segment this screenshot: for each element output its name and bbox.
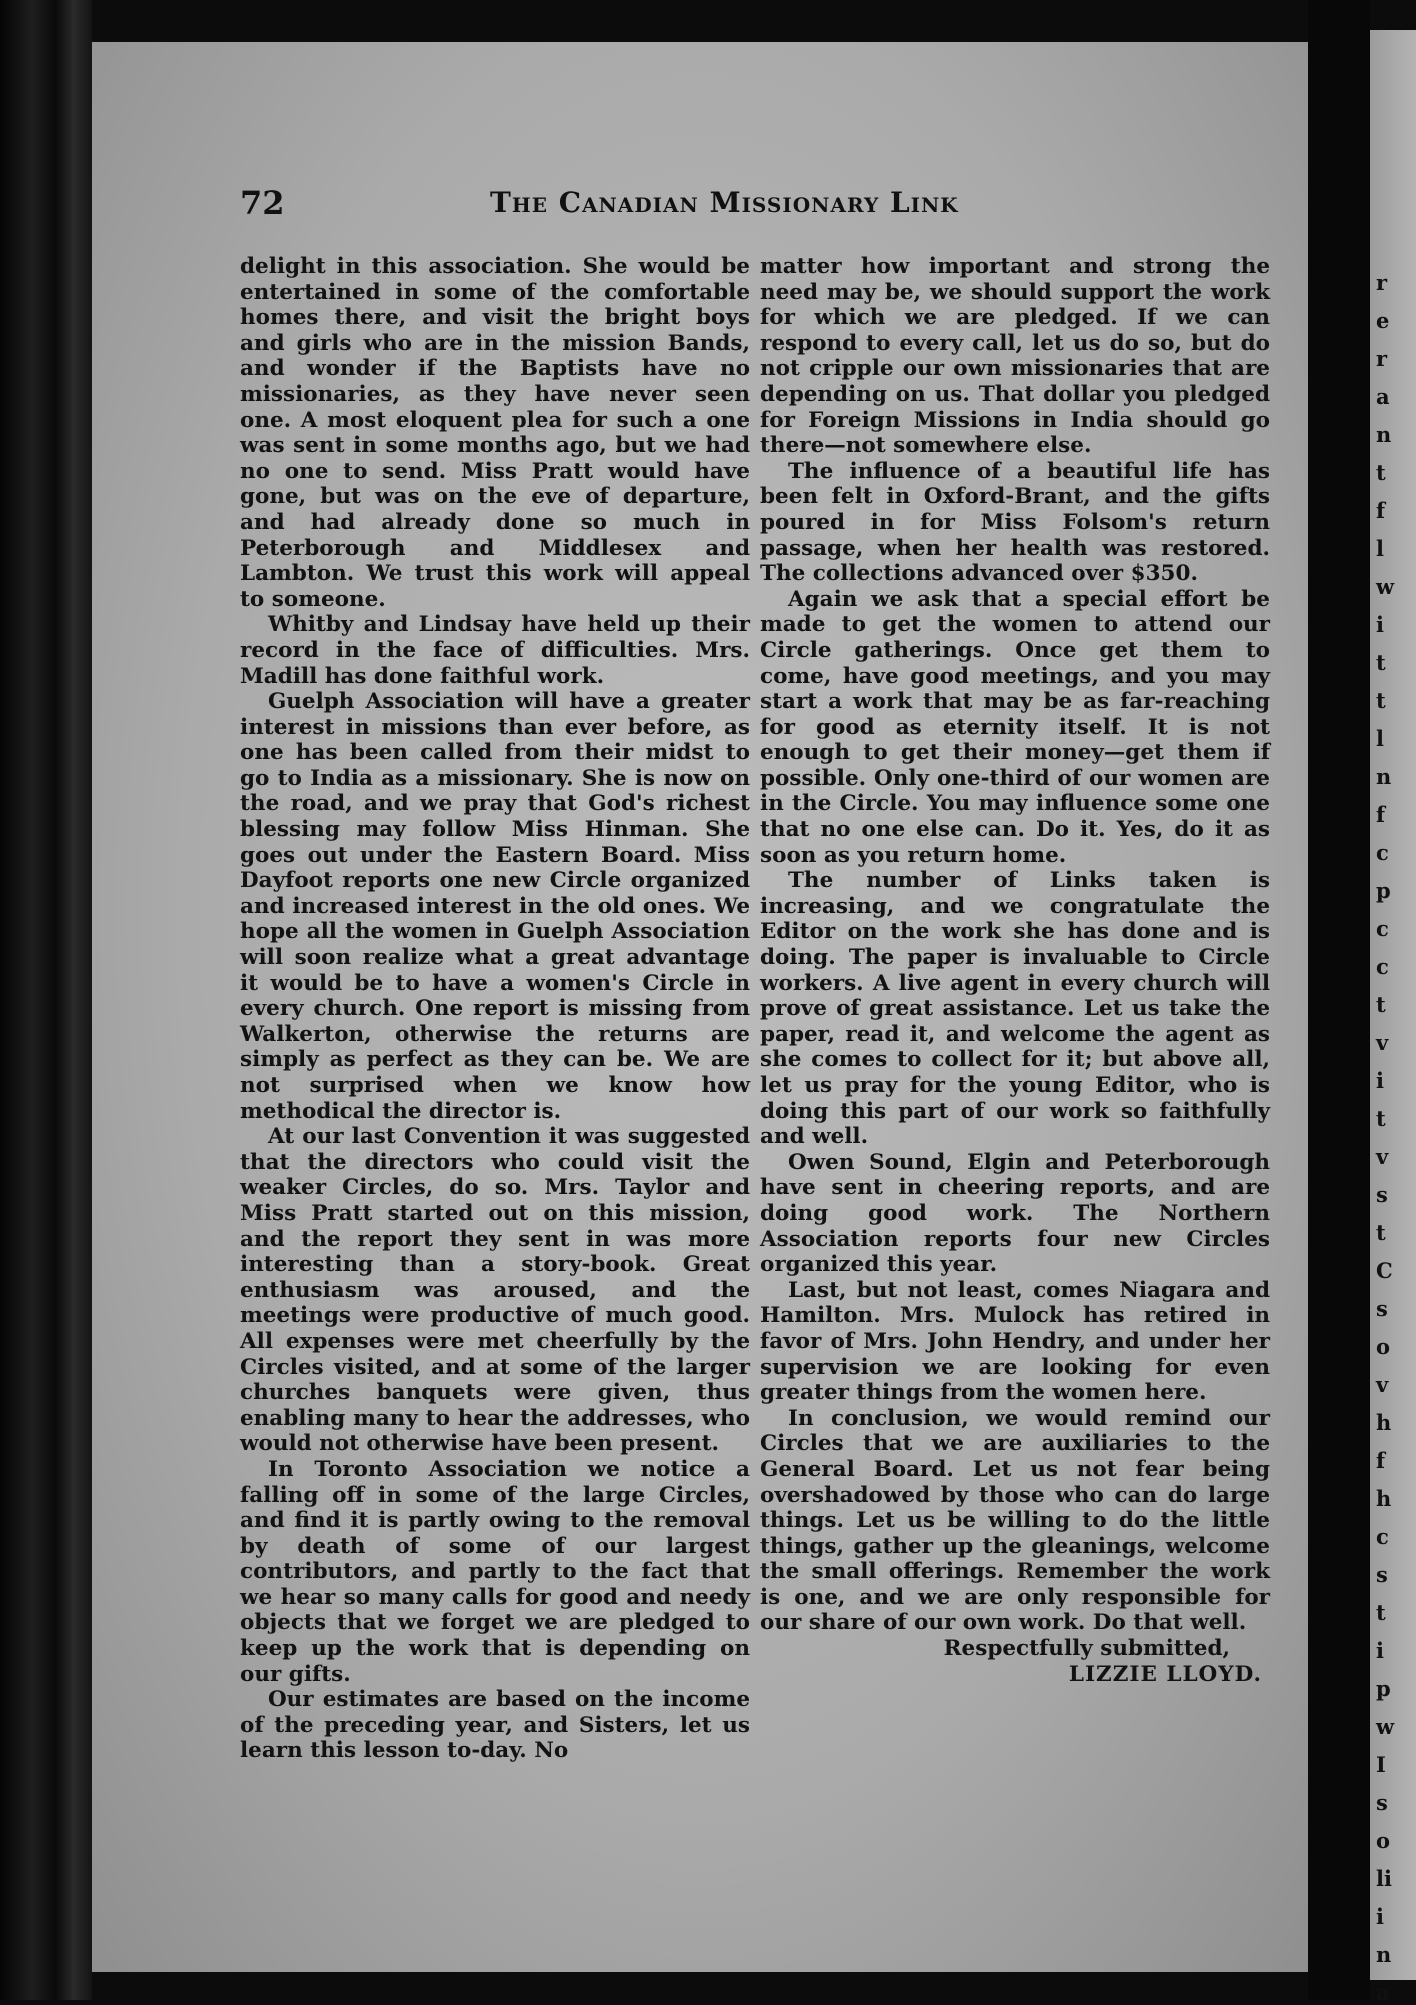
facing-page-fragment: c	[1376, 916, 1389, 941]
running-title: The Canadian Missionary Link	[490, 186, 959, 219]
facing-page-fragment: v	[1376, 1030, 1389, 1055]
facing-page-fragment: t	[1376, 688, 1386, 713]
paragraph: The number of Links taken is increasing, and we congratulate the Editor on the work she has done and is doing. The paper is invaluable to Circle workers. A live agent in every church will prove of great assistance. Let us take the paper, read it, and welcome the agent as she comes to collect for it; but above all, let us pray for the young Editor, who is doing this part of our work so faithfully and well.	[760, 868, 1270, 1150]
page-number: 72	[240, 184, 285, 222]
paragraph: At our last Convention it was suggested that the directors who could visit the weaker Circles, do so. Mrs. Taylor and Miss Pratt started out on this mission, and the report they sent in was more interesting than a story-book. Great enthusiasm was aroused, and the meetings were productive of much good. All expenses were met cheerfully by the Circles visited, and at some of the larger churches banquets were given, thus enabling many to hear the addresses, who would not otherwise have been present.	[240, 1124, 750, 1457]
facing-page-fragment: v	[1376, 1372, 1389, 1397]
facing-page-fragment: f	[1376, 498, 1386, 523]
facing-page-fragment: a	[1376, 1980, 1390, 2005]
facing-page-fragment: f	[1376, 1448, 1386, 1473]
closing-line: Respectfully submitted,	[943, 1636, 1230, 1662]
facing-page-fragment: li	[1376, 1866, 1392, 1891]
paragraph: matter how important and strong the need may be, we should support the work for which we are pledged. If we can respond to every call, let us do so, but do not cripple our own missionaries that are depending on us. That dollar you pledged for Foreign Missions in India should go there—not somewhere else.	[760, 254, 1270, 459]
facing-page-fragment: e	[1376, 308, 1390, 333]
facing-page-fragment: p	[1376, 1676, 1391, 1701]
page-header	[240, 184, 1200, 224]
page-gutter	[1308, 0, 1370, 2000]
facing-page-fragment: c	[1376, 840, 1389, 865]
facing-page-fragment: t	[1376, 460, 1386, 485]
paragraph: Our estimates are based on the income of the preceding year, and Sisters, let us learn this lesson to-day. No	[240, 1687, 750, 1764]
paragraph: In Toronto Association we notice a falling off in some of the large Circles, and find it is partly owing to the removal by death of some of our largest contributors, and partly to the fact that we hear so many calls for good and needy objects that we forget we are pledged to keep up the work that is depending on our gifts.	[240, 1456, 750, 1687]
facing-page-fragment: i	[1376, 1638, 1384, 1663]
paragraph: delight in this association. She would be entertained in some of the comfortable homes there, and visit the bright boys and girls who are in the mission Bands, and wonder if the Baptists have no missionaries, as they have never seen one. A most eloquent plea for such a one was sent in some months ago, but we had no one to send. Miss Pratt would have gone, but was on the eve of departure, and had already done so much in Peterborough and Middlesex and Lambton. We trust this work will appeal to someone.	[240, 254, 750, 612]
right-column	[760, 254, 1270, 1687]
book-binding-left	[0, 0, 92, 2000]
paragraph: Owen Sound, Elgin and Peterborough have sent in cheering reports, and are doing good work. The Northern Association reports four new Circles organized this year.	[760, 1149, 1270, 1278]
facing-page-fragment: o	[1376, 1828, 1391, 1853]
facing-page-fragment: i	[1376, 612, 1384, 637]
facing-page-fragment: t	[1376, 650, 1386, 675]
facing-page-fragment: w	[1376, 574, 1395, 599]
facing-page-fragment: l	[1376, 726, 1384, 751]
facing-page-fragment: s	[1376, 1182, 1388, 1207]
facing-page-fragment: r	[1376, 270, 1388, 295]
facing-page-fragment: c	[1376, 954, 1389, 979]
facing-page-fragment: f	[1376, 802, 1386, 827]
facing-page-fragment: C	[1376, 1258, 1393, 1283]
signature: LIZZIE LLOYD.	[1068, 1661, 1262, 1687]
facing-page-fragment: p	[1376, 878, 1391, 903]
facing-page-fragment: a	[1376, 384, 1390, 409]
facing-page-fragment: h	[1376, 1410, 1392, 1435]
facing-page-fragment: n	[1376, 764, 1392, 789]
facing-page-fragment: s	[1376, 1296, 1388, 1321]
facing-page-fragment: r	[1376, 346, 1388, 371]
facing-page-fragment: v	[1376, 1144, 1389, 1169]
facing-page-fragment: i	[1376, 1904, 1384, 1929]
paragraph: In conclusion, we would remind our Circles that we are auxiliaries to the General Board. Let us not fear being overshadowed by those who can do large things. Let us be willing to do the little things, gather up the gleanings, welcome the small offerings. Remember the work is one, and we are only responsible for our share of our own work. Do that well.	[760, 1405, 1270, 1636]
facing-page-fragment: o	[1376, 1334, 1391, 1359]
paragraph: The influence of a beautiful life has been felt in Oxford-Brant, and the gifts poured in for Miss Folsom's return passage, when her health was restored. The collections advanced over $350.	[760, 458, 1270, 587]
paragraph: Whitby and Lindsay have held up their record in the face of difficulties. Mrs. Madill has done faithful work.	[240, 612, 750, 689]
facing-page-fragment: t	[1376, 1106, 1386, 1131]
left-column	[240, 254, 750, 1764]
paragraph: Guelph Association will have a greater interest in missions than ever before, as one has been called from their midst to go to India as a missionary. She is now on the road, and we pray that God's richest blessing may follow Miss Hinman. She goes out under the Eastern Board. Miss Dayfoot reports one new Circle organized and increased interest in the old ones. We hope all the women in Guelph Association will soon realize what a great advantage it would be to have a women's Circle in every church. One report is missing from Walkerton, otherwise the returns are simply as perfect as they can be. We are not surprised when we know how methodical the director is.	[240, 689, 750, 1124]
facing-page-fragment: s	[1376, 1562, 1388, 1587]
facing-page-fragment: s	[1376, 1790, 1388, 1815]
paragraph: Again we ask that a special effort be made to get the women to attend our Circle gatherings. Once get them to come, have good meetings, and you may start a work that may be as far-reaching for good as eternity itself. It is not enough to get their money—get them if possible. Only one-third of our women are in the Circle. You may influence some one that no one else can. Do it. Yes, do it as soon as you return home.	[760, 586, 1270, 868]
facing-page-fragment: h	[1376, 1486, 1392, 1511]
facing-page-fragment: i	[1376, 1068, 1384, 1093]
paragraph: Last, but not least, comes Niagara and Hamilton. Mrs. Mulock has retired in favor of Mrs. John Hendry, and under her supervision we are looking for even greater things from the women here.	[760, 1277, 1270, 1406]
facing-page-fragment: c	[1376, 1524, 1389, 1549]
facing-page-fragment: n	[1376, 1942, 1392, 1967]
facing-page-fragment: l	[1376, 536, 1384, 561]
facing-page-fragment: n	[1376, 422, 1392, 447]
facing-page-edge	[1370, 30, 1416, 2005]
facing-page-fragment: I	[1376, 1752, 1386, 1777]
facing-page-fragment: t	[1376, 992, 1386, 1017]
facing-page-fragment: t	[1376, 1220, 1386, 1245]
facing-page-fragment: t	[1376, 1600, 1386, 1625]
facing-page-fragment: w	[1376, 1714, 1395, 1739]
